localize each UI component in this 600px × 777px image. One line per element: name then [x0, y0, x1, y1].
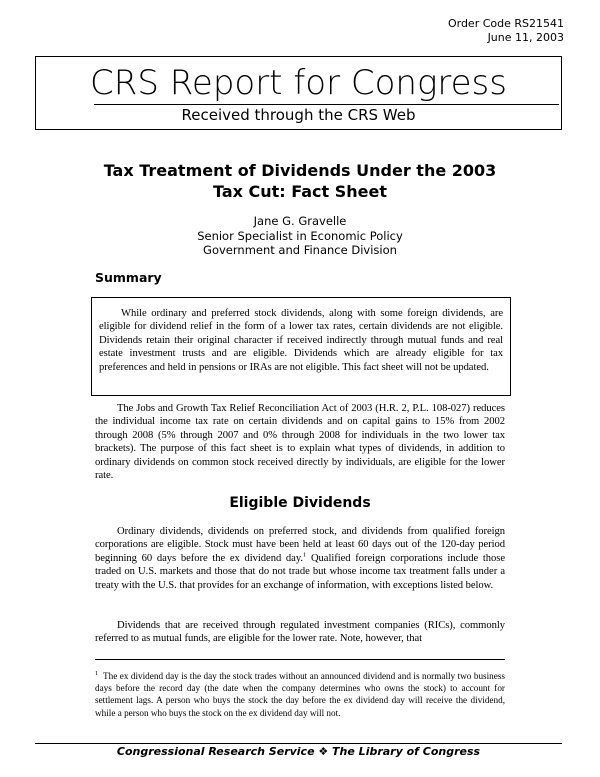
order-code: Order Code RS21541 [447, 17, 564, 30]
footnote-divider [95, 659, 505, 660]
eligible-paragraph-1 [95, 525, 505, 592]
summary-text: While ordinary and preferred stock dividends, along with some foreign dividends, are eligible for dividend relief in the form of a lower tax rates, certain dividends are not eligible. Dividends retain their original character if received indirectly through mutual funds and real estate investment trusts and are eligible. Dividends which are already eligible for tax preferences and held in pensions or IRAs are not eligible. This fact sheet will not be updated. [99, 308, 503, 373]
document-title [60, 160, 540, 202]
title-line-2: Tax Cut: Fact Sheet [212, 182, 388, 201]
footnote-reference[interactable]: 1 [303, 551, 307, 559]
footer-divider [35, 743, 562, 744]
summary-box [91, 297, 511, 396]
footnote-mark: 1 [95, 669, 99, 677]
author-name: Jane G. Gravelle [253, 214, 347, 228]
summary-heading: Summary [95, 270, 162, 285]
footnote-text: The ex dividend day is the day the stock trades without an announced dividend and is normally two business days before the record day (the date when the company determines who owns the stock) to account for settlement lags. A person who buys the stock the day before the ex dividend day will receive the dividend, while a person who buys the stock on the ex dividend day will not. [95, 671, 505, 718]
eligible-paragraph-2: Dividends that are received through regulated investment companies (RICs), commonly referred to as mutual funds, are eligible for the lower rate. Note, however, that [95, 620, 505, 645]
crs-banner [35, 56, 562, 130]
paragraph-1-text-a: Ordinary dividends, dividends on preferred stock, and dividends from qualified foreign corporations are eligible. Stock must have been held at least 60 days out of the 120-day period beginning 60 days before the ex dividend day. [95, 526, 505, 564]
author-division: Government and Finance Division [203, 243, 397, 257]
order-info [448, 17, 564, 45]
author-block [100, 214, 500, 258]
banner-title: CRS Report for Congress [90, 63, 507, 103]
paragraph-1-text-b: Qualified foreign corporations include those traded on U.S. markets and those that do not trade but whose income tax treatment falls under a treaty with the U.S. that provides for an exchange of information, with exceptions listed below. [95, 552, 505, 591]
footer-text: Congressional Research Service ❖ The Library of Congress [116, 745, 481, 758]
banner-subtitle: Received through the CRS Web [181, 106, 416, 124]
report-date: June 11, 2003 [487, 31, 564, 44]
intro-paragraph: The Jobs and Growth Tax Relief Reconciliation Act of 2003 (H.R. 2, P.L. 108-027) reduces the individual income tax rate on certain dividends and on capital gains to 15% from 2002 through 2008 (5% through 2007 and 0% through 2008 for individuals in the two lower tax brackets). The purpose of this fact sheet is to explain what types of dividends, in addition to ordinary dividends on common stock received directly by individuals, are eligible for the lower rate. [95, 403, 505, 482]
author-position: Senior Specialist in Economic Policy [197, 228, 403, 243]
title-line-1: Tax Treatment of Dividends Under the 2003 [103, 161, 497, 180]
section-heading: Eligible Dividends [229, 495, 371, 511]
footnote [95, 670, 505, 719]
